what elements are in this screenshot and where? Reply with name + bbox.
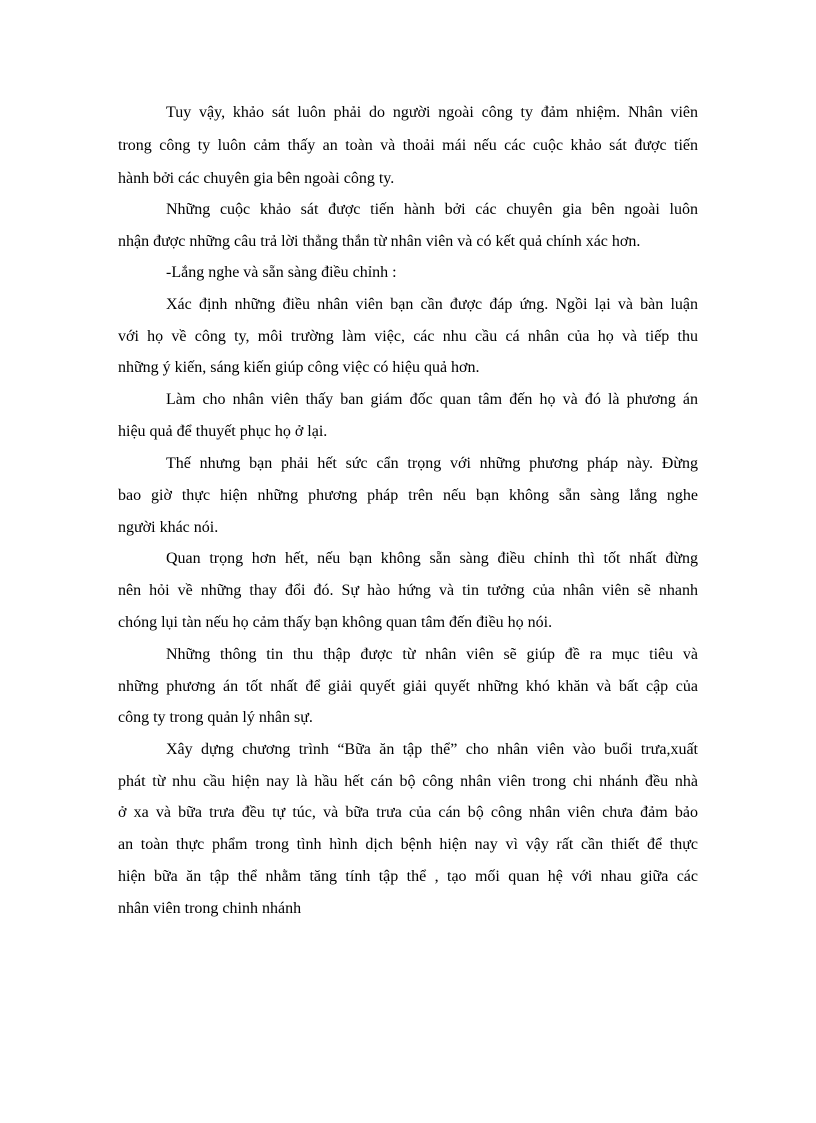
paragraph-8-line-3: công ty trong quản lý nhân sự. [118,709,313,726]
paragraph-9-line-1: Xây dựng chương trình “Bữa ăn tập thể” cho nhân viên vào buổi trưa,xuất [166,741,698,758]
paragraph-9-line-2: phát từ nhu cầu hiện nay là hầu hết cán bộ công nhân viên trong chi nhánh đều nhà [118,773,698,790]
paragraph-8-line-1: Những thông tin thu thập được từ nhân viên sẽ giúp đề ra mục tiêu và [166,646,698,663]
paragraph-7-line-3: chóng lụi tàn nếu họ cảm thấy bạn không quan tâm đến điều họ nói. [118,614,553,631]
paragraph-9-line-6: nhân viên trong chinh nhánh [118,900,302,917]
paragraph-4-line-1: Xác định những điều nhân viên bạn cần được đáp ứng. Ngồi lại và bàn luận [166,296,698,313]
paragraph-6-line-1: Thế nhưng bạn phải hết sức cẩn trọng với những phương pháp này. Đừng [166,455,698,472]
paragraph-9-line-4: an toàn thực phẩm trong tình hình dịch bệnh hiện nay vì vậy rất cần thiết để thực [118,836,698,853]
paragraph-7-line-1: Quan trọng hơn hết, nếu bạn không sẵn sàng điều chỉnh thì tốt nhất đừng [166,550,698,567]
paragraph-2-line-1: Những cuộc khảo sát được tiến hành bởi các chuyên gia bên ngoài luôn [166,201,698,218]
paragraph-4-line-2: với họ về công ty, môi trường làm việc, các nhu cầu cá nhân của họ và tiếp thu [118,328,698,345]
paragraph-1-line-1: Tuy vậy, khảo sát luôn phải do người ngoài công ty đảm nhiệm. Nhân viên [166,104,698,121]
section-heading: -Lắng nghe và sẵn sàng điều chỉnh : [166,264,397,281]
paragraph-6-line-3: người khác nói. [118,519,219,536]
paragraph-6-line-2: bao giờ thực hiện những phương pháp trên nếu bạn không sẵn sàng lắng nghe [118,487,698,504]
paragraph-1-line-3: hành bởi các chuyên gia bên ngoài công ty. [118,170,395,187]
paragraph-7-line-2: nên hỏi về những thay đổi đó. Sự hào hứng và tin tưởng của nhân viên sẽ nhanh [118,582,698,599]
paragraph-9-line-3: ở xa và bữa trưa đều tự túc, và bữa trưa của cán bộ công nhân viên chưa đảm bảo [118,804,698,821]
paragraph-8-line-2: những phương án tốt nhất để giải quyết giải quyết những khó khăn và bất cập của [118,678,698,695]
paragraph-1-line-2: trong công ty luôn cảm thấy an toàn và thoải mái nếu các cuộc khảo sát được tiến [118,137,698,154]
paragraph-4-line-3: những ý kiến, sáng kiến giúp công việc có hiệu quả hơn. [118,359,480,376]
paragraph-9-line-5: hiện bữa ăn tập thể nhằm tăng tính tập thể , tạo mối quan hệ với nhau giữa các [118,868,698,885]
paragraph-2-line-2: nhận được những câu trả lời thẳng thắn từ nhân viên và có kết quả chính xác hơn. [118,233,641,250]
paragraph-5-line-1: Làm cho nhân viên thấy ban giám đốc quan tâm đến họ và đó là phương án [166,391,698,408]
paragraph-5-line-2: hiệu quả để thuyết phục họ ở lại. [118,423,328,440]
